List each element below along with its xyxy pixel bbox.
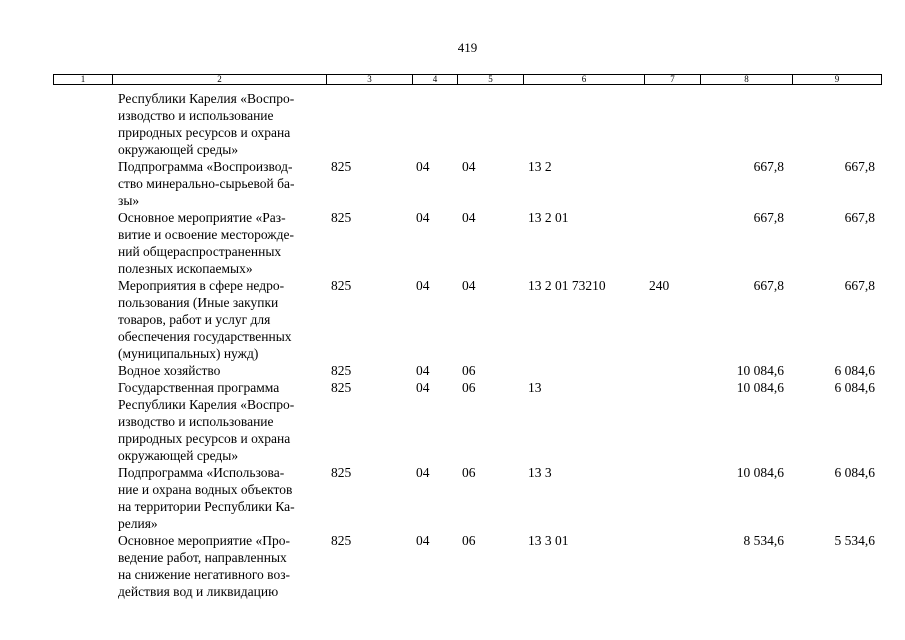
subsection-cell: 06 <box>462 465 476 480</box>
target-article-cell: 13 <box>528 380 542 395</box>
target-article-cell: 13 3 01 <box>528 533 569 548</box>
item-name-line: изводство и использование <box>118 108 274 123</box>
table-body <box>0 90 905 600</box>
item-name-cell <box>118 464 323 532</box>
item-name-line: окружающей среды» <box>118 448 239 463</box>
amount-year1-cell: 10 084,6 <box>736 465 784 480</box>
subsection-cell: 04 <box>462 278 476 293</box>
item-name-line: Водное хозяйство <box>118 363 221 378</box>
item-name-line: полезных ископаемых» <box>118 261 253 276</box>
item-name-line: релия» <box>118 516 158 531</box>
item-name-line: природных ресурсов и охрана <box>118 431 291 446</box>
item-name-line: на территории Республики Ка- <box>118 499 295 514</box>
column-header-3: 3 <box>327 75 413 85</box>
item-name-line: обеспечения государственных <box>118 329 292 344</box>
item-name-cell <box>118 379 323 464</box>
amount-year1-cell: 667,8 <box>753 159 784 174</box>
table-row <box>0 362 905 379</box>
column-header-6: 6 <box>524 75 645 85</box>
item-name-line: Основное мероприятие «Про- <box>118 533 291 548</box>
amount-year1-cell: 667,8 <box>753 278 784 293</box>
subsection-cell: 06 <box>462 363 476 378</box>
admin-code-cell: 825 <box>331 278 352 293</box>
target-article-cell: 13 2 01 73210 <box>528 278 606 293</box>
column-header-5: 5 <box>458 75 524 85</box>
item-name-line: природных ресурсов и охрана <box>118 125 291 140</box>
column-header-9: 9 <box>793 75 882 85</box>
column-header-2: 2 <box>113 75 327 85</box>
amount-year2-cell: 5 534,6 <box>834 533 875 548</box>
item-name-line: ние и охрана водных объектов <box>118 482 293 497</box>
item-name-line: на снижение негативного воз- <box>118 567 291 582</box>
target-article-cell: 13 2 01 <box>528 210 569 225</box>
page-number: 419 <box>457 40 478 55</box>
item-name-line: ний общераспространенных <box>118 244 282 259</box>
item-name-line: Мероприятия в сфере недро- <box>118 278 285 293</box>
item-name-line: ведение работ, направленных <box>118 550 287 565</box>
item-name-line: витие и освоение месторожде- <box>118 227 294 242</box>
item-name-cell <box>118 209 323 277</box>
section-cell: 04 <box>416 465 430 480</box>
item-name-cell <box>118 158 323 209</box>
item-name-cell <box>118 277 323 362</box>
section-cell: 04 <box>416 159 430 174</box>
target-article-cell: 13 2 <box>528 159 552 174</box>
item-name-line: Государственная программа <box>118 380 280 395</box>
section-cell: 04 <box>416 278 430 293</box>
subsection-cell: 06 <box>462 380 476 395</box>
item-name-cell <box>118 90 323 158</box>
column-header-8: 8 <box>701 75 793 85</box>
amount-year1-cell: 8 534,6 <box>743 533 784 548</box>
item-name-cell <box>118 362 323 379</box>
expense-type-cell: 240 <box>649 278 670 293</box>
section-cell: 04 <box>416 380 430 395</box>
admin-code-cell: 825 <box>331 465 352 480</box>
column-header-1: 1 <box>54 75 113 85</box>
item-name-cell <box>118 532 323 600</box>
item-name-line: пользования (Иные закупки <box>118 295 279 310</box>
item-name-line: Республики Карелия «Воспро- <box>118 91 295 106</box>
amount-year2-cell: 6 084,6 <box>834 363 875 378</box>
column-number-header <box>53 74 882 85</box>
column-header-4: 4 <box>413 75 458 85</box>
item-name-line: Подпрограмма «Использова- <box>118 465 285 480</box>
admin-code-cell: 825 <box>331 363 352 378</box>
subsection-cell: 06 <box>462 533 476 548</box>
amount-year1-cell: 10 084,6 <box>736 363 784 378</box>
table-row <box>0 90 905 158</box>
item-name-line: Республики Карелия «Воспро- <box>118 397 295 412</box>
subsection-cell: 04 <box>462 210 476 225</box>
amount-year1-cell: 667,8 <box>753 210 784 225</box>
item-name-line: Основное мероприятие «Раз- <box>118 210 286 225</box>
table-row <box>0 158 905 209</box>
target-article-cell: 13 3 <box>528 465 552 480</box>
item-name-line: товаров, работ и услуг для <box>118 312 271 327</box>
item-name-line: Подпрограмма «Воспроизвод- <box>118 159 293 174</box>
amount-year2-cell: 667,8 <box>844 210 875 225</box>
amount-year2-cell: 6 084,6 <box>834 465 875 480</box>
table-row <box>0 532 905 600</box>
item-name-line: ство минерально-сырьевой ба- <box>118 176 295 191</box>
section-cell: 04 <box>416 210 430 225</box>
column-header-7: 7 <box>645 75 701 85</box>
amount-year2-cell: 667,8 <box>844 159 875 174</box>
table-row <box>0 209 905 277</box>
item-name-line: изводство и использование <box>118 414 274 429</box>
admin-code-cell: 825 <box>331 210 352 225</box>
table-row <box>0 379 905 464</box>
section-cell: 04 <box>416 533 430 548</box>
item-name-line: зы» <box>118 193 140 208</box>
item-name-line: (муниципальных) нужд) <box>118 346 259 361</box>
amount-year2-cell: 6 084,6 <box>834 380 875 395</box>
admin-code-cell: 825 <box>331 380 352 395</box>
admin-code-cell: 825 <box>331 159 352 174</box>
amount-year1-cell: 10 084,6 <box>736 380 784 395</box>
subsection-cell: 04 <box>462 159 476 174</box>
admin-code-cell: 825 <box>331 533 352 548</box>
table-row <box>0 464 905 532</box>
table-row <box>0 277 905 362</box>
amount-year2-cell: 667,8 <box>844 278 875 293</box>
section-cell: 04 <box>416 363 430 378</box>
item-name-line: действия вод и ликвидацию <box>118 584 279 599</box>
item-name-line: окружающей среды» <box>118 142 239 157</box>
